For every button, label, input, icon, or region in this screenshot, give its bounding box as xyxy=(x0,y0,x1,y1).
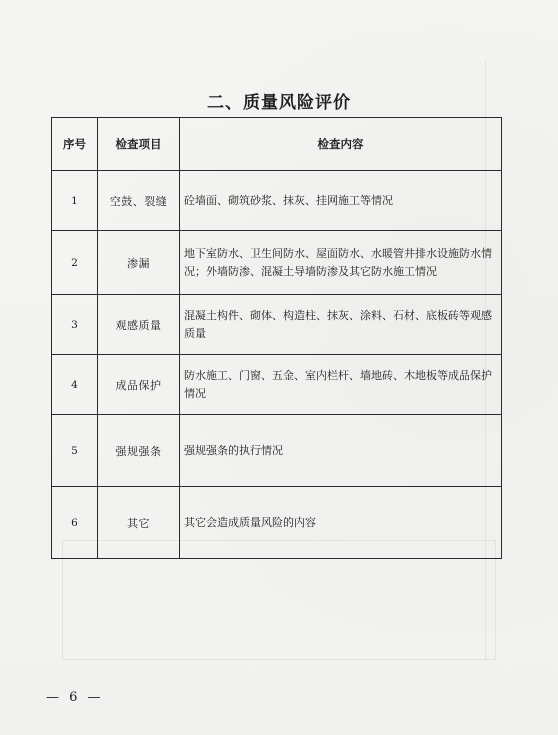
row-number: 2 xyxy=(52,231,98,295)
row-content: 强规强条的执行情况 xyxy=(180,415,502,487)
row-content: 地下室防水、卫生间防水、屋面防水、水暖管井排水设施防水情况；外墙防渗、混凝土导墙防渗及其它防水施工情况 xyxy=(180,231,502,295)
table-row xyxy=(52,355,502,415)
row-number: 1 xyxy=(52,171,98,231)
row-content: 砼墙面、砌筑砂浆、抹灰、挂网施工等情况 xyxy=(180,171,502,231)
row-content: 其它会造成质量风险的内容 xyxy=(180,487,502,559)
table-header-row xyxy=(52,118,502,171)
header-item: 检查项目 xyxy=(98,118,180,171)
table-row xyxy=(52,487,502,559)
table-row xyxy=(52,231,502,295)
row-number: 5 xyxy=(52,415,98,487)
row-item: 空鼓、裂缝 xyxy=(98,171,180,231)
header-content: 检查内容 xyxy=(180,118,502,171)
header-no: 序号 xyxy=(52,118,98,171)
table-row xyxy=(52,295,502,355)
row-item: 渗漏 xyxy=(98,231,180,295)
row-item: 其它 xyxy=(98,487,180,559)
row-number: 6 xyxy=(52,487,98,559)
row-item: 观感质量 xyxy=(98,295,180,355)
quality-risk-table xyxy=(51,117,502,559)
row-content: 混凝土构件、砌体、构造柱、抹灰、涂料、石材、底板砖等观感质量 xyxy=(180,295,502,355)
row-number: 3 xyxy=(52,295,98,355)
table-row xyxy=(52,171,502,231)
row-item: 成品保护 xyxy=(98,355,180,415)
row-item: 强规强条 xyxy=(98,415,180,487)
page-number: — 6 — xyxy=(46,690,104,705)
row-content: 防水施工、门窗、五金、室内栏杆、墙地砖、木地板等成品保护情况 xyxy=(180,355,502,415)
section-title: 二、质量风险评价 xyxy=(207,93,351,113)
row-number: 4 xyxy=(52,355,98,415)
table-row xyxy=(52,415,502,487)
